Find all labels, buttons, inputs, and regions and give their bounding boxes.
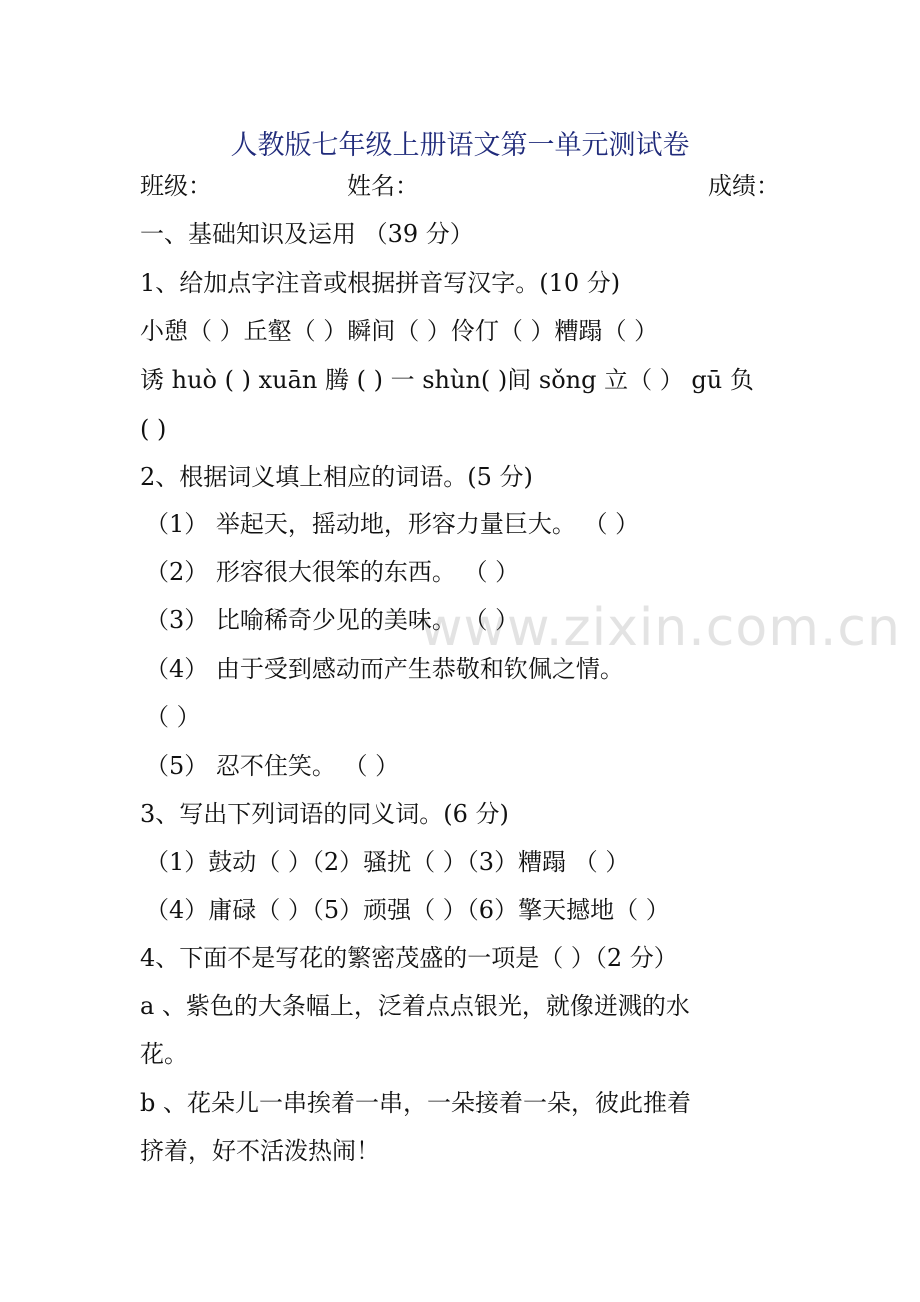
page-title: 人教版七年级上册语文第一单元测试卷 (230, 130, 690, 161)
question-2-item: （2） 形容很大很笨的东西。 （ ） (145, 558, 520, 586)
question-1-line: 小憩（ ）丘壑（ ）瞬间（ ）伶仃（ ）糟蹋（ ） (140, 317, 659, 345)
question-4-option-b: b 、花朵儿一串挨着一串，一朵接着一朵，彼此推着 (140, 1089, 691, 1117)
section-heading: 一、基础知识及运用 （39 分） (140, 220, 474, 248)
question-2-item: （ ） (145, 703, 201, 731)
question-2-item: （4） 由于受到感动而产生恭敬和钦佩之情。 (145, 655, 624, 683)
watermark: www.zixin.com.cn (420, 598, 901, 658)
question-2-prompt: 2、根据词义填上相应的词语。(5 分) (140, 463, 533, 491)
question-1-line: 诱 huò ( ) xuān 腾 ( ) 一 shùn( )间 sǒng 立（ ） gū 负 (140, 366, 754, 394)
question-1-prompt: 1、给加点字注音或根据拼音写汉字。(10 分) (140, 269, 621, 297)
question-4-option-a-cont: 花。 (140, 1040, 188, 1068)
question-3-line: （4）庸碌（ ）（5）顽强（ ）（6）擎天撼地（ ） (145, 896, 670, 924)
score-label: 成绩： (708, 172, 780, 200)
question-2-item: （1） 举起天，摇动地，形容力量巨大。 （ ） (145, 510, 640, 538)
question-2-item: （3） 比喻稀奇少见的美味。 （ ） (145, 606, 520, 634)
name-label: 姓名： (347, 172, 419, 200)
student-info-row (140, 166, 780, 206)
question-3-prompt: 3、写出下列词语的同义词。(6 分) (140, 800, 509, 828)
question-4-prompt: 4、下面不是写花的繁密茂盛的一项是（ ）（2 分） (140, 944, 678, 972)
question-3-line: （1）鼓动（ ）（2）骚扰（ ）（3）糟蹋 （ ） (145, 848, 630, 876)
question-1-line: ( ) (140, 415, 167, 443)
question-4-option-a: a 、紫色的大条幅上，泛着点点银光，就像迸溅的水 (140, 992, 690, 1020)
question-4-option-b-cont: 挤着，好不活泼热闹！ (140, 1137, 380, 1165)
question-2-item: （5） 忍不住笑。 （ ） (145, 752, 400, 780)
class-label: 班级： (140, 172, 212, 200)
